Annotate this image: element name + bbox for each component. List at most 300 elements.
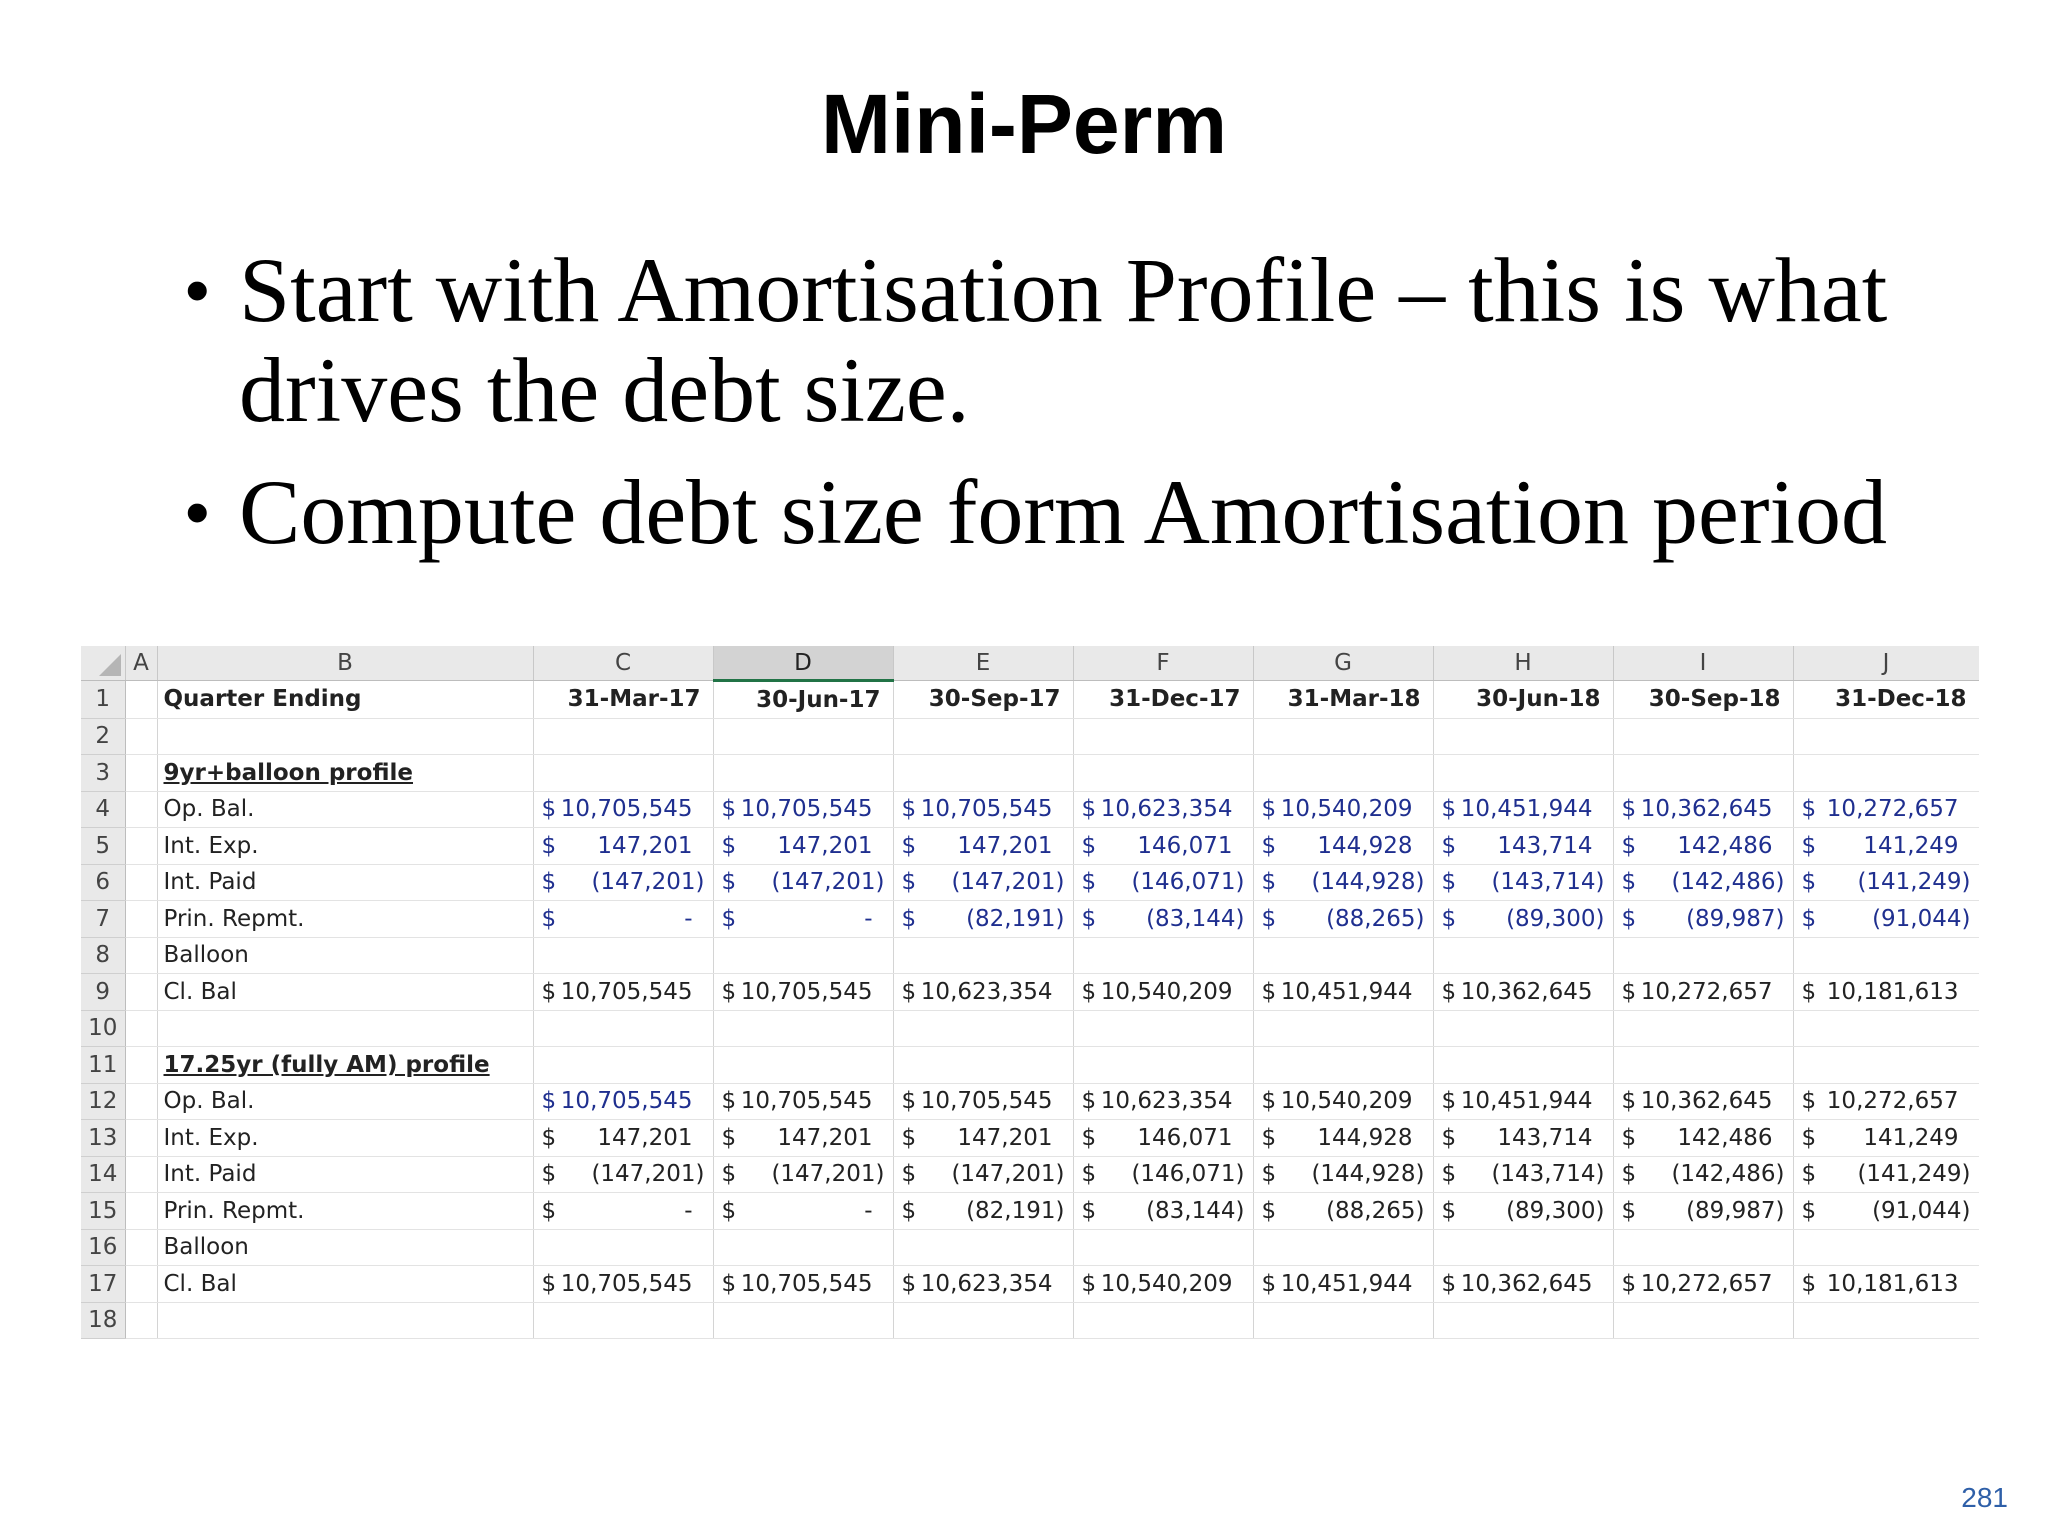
cell-value: 10,451,944	[1460, 1088, 1593, 1115]
currency-symbol: $	[721, 905, 737, 932]
value-cell[interactable]	[893, 791, 1073, 828]
value-cell[interactable]	[1433, 1193, 1613, 1230]
row-number[interactable]: 14	[81, 1156, 125, 1193]
cell-empty[interactable]	[157, 1010, 533, 1047]
value-cell[interactable]	[1253, 828, 1433, 865]
cell-empty[interactable]	[1433, 937, 1613, 974]
cell-a[interactable]	[125, 718, 157, 755]
cell-empty[interactable]	[1433, 1302, 1613, 1339]
row-label[interactable]: Cl. Bal	[157, 1266, 533, 1303]
currency-symbol: $	[1261, 1161, 1277, 1188]
cell-empty[interactable]	[533, 1047, 713, 1084]
row-number[interactable]: 2	[81, 718, 125, 755]
currency-symbol: $	[721, 796, 737, 823]
value-cell[interactable]	[893, 1266, 1073, 1303]
value-cell[interactable]	[533, 974, 713, 1011]
row-number[interactable]: 1	[81, 681, 125, 719]
currency-symbol: $	[1081, 1161, 1097, 1188]
value-cell[interactable]	[1073, 1266, 1253, 1303]
cell-empty[interactable]	[1793, 1010, 1979, 1047]
value-cell[interactable]	[713, 828, 893, 865]
cell-a[interactable]	[125, 1083, 157, 1120]
cell-empty[interactable]	[1253, 718, 1433, 755]
cell-empty[interactable]	[1073, 937, 1253, 974]
currency-symbol: $	[721, 1161, 737, 1188]
sheet-row	[81, 937, 1979, 974]
cell-empty[interactable]	[1253, 755, 1433, 792]
cell-empty[interactable]	[893, 1047, 1073, 1084]
value-cell[interactable]	[533, 1156, 713, 1193]
cell-value: 10,451,944	[1280, 1270, 1413, 1297]
cell-a[interactable]	[125, 1156, 157, 1193]
cell-empty[interactable]	[1613, 937, 1793, 974]
row-number[interactable]: 10	[81, 1010, 125, 1047]
value-cell[interactable]	[1433, 828, 1613, 865]
value-cell[interactable]	[1433, 1156, 1613, 1193]
quarter-date[interactable]: 31-Dec-17	[1073, 681, 1253, 719]
cell-empty[interactable]	[1793, 755, 1979, 792]
value-cell[interactable]	[713, 864, 893, 901]
cell-empty[interactable]	[1613, 1302, 1793, 1339]
value-cell[interactable]	[533, 1083, 713, 1120]
row-number[interactable]: 17	[81, 1266, 125, 1303]
value-cell[interactable]	[533, 864, 713, 901]
column-header-row	[81, 646, 1979, 681]
cell-a[interactable]	[125, 974, 157, 1011]
cell-empty[interactable]	[533, 1010, 713, 1047]
cell-value: 10,181,613	[1826, 978, 1959, 1005]
row-label[interactable]: Op. Bal.	[157, 791, 533, 828]
row-label[interactable]: Cl. Bal	[157, 974, 533, 1011]
cell-empty[interactable]	[157, 1302, 533, 1339]
cell-empty[interactable]	[1433, 755, 1613, 792]
value-cell[interactable]	[1613, 901, 1793, 938]
cell-empty[interactable]	[1793, 1302, 1979, 1339]
value-cell[interactable]	[713, 901, 893, 938]
select-all-corner[interactable]	[81, 646, 125, 681]
sheet-row	[81, 1120, 1979, 1157]
cell-empty[interactable]	[1613, 1010, 1793, 1047]
cell-empty[interactable]	[893, 937, 1073, 974]
cell-empty[interactable]	[533, 1302, 713, 1339]
value-cell[interactable]	[1253, 1083, 1433, 1120]
value-cell[interactable]	[533, 1266, 713, 1303]
cell-value: 10,540,209	[1100, 1270, 1233, 1297]
column-header-b[interactable]: B	[157, 646, 533, 681]
cell-empty[interactable]	[1433, 1047, 1613, 1084]
column-header-e[interactable]: E	[893, 646, 1073, 681]
currency-symbol: $	[1621, 796, 1637, 823]
cell-value: (141,249)	[1857, 1161, 1971, 1188]
row-number[interactable]: 11	[81, 1047, 125, 1084]
bullet-dot-icon: •	[185, 251, 210, 329]
slide-title: Mini-Perm	[820, 77, 1228, 171]
cell-a[interactable]	[125, 1302, 157, 1339]
currency-symbol: $	[1261, 1124, 1277, 1151]
sheet-row	[81, 1047, 1979, 1084]
sheet-row	[81, 1156, 1979, 1193]
value-cell[interactable]	[893, 1083, 1073, 1120]
cell-empty[interactable]	[533, 755, 713, 792]
cell-value: 10,705,545	[560, 796, 693, 823]
row-label[interactable]: Int. Paid	[157, 1156, 533, 1193]
sheet-row	[81, 755, 1979, 792]
currency-symbol: $	[901, 869, 917, 896]
cell-value: (82,191)	[966, 1197, 1065, 1224]
cell-value: 10,181,613	[1826, 1270, 1959, 1297]
currency-symbol: $	[1081, 869, 1097, 896]
cell-empty[interactable]	[1793, 718, 1979, 755]
row-number[interactable]: 5	[81, 828, 125, 865]
value-cell[interactable]	[1253, 1193, 1433, 1230]
quarter-date[interactable]: 30-Jun-18	[1433, 681, 1613, 719]
row-label[interactable]: Int. Exp.	[157, 828, 533, 865]
value-cell[interactable]	[1073, 1120, 1253, 1157]
currency-symbol: $	[541, 1270, 557, 1297]
value-cell[interactable]	[713, 1120, 893, 1157]
value-cell[interactable]	[1253, 901, 1433, 938]
cell-value: 10,362,645	[1460, 978, 1593, 1005]
cell-empty[interactable]	[893, 1302, 1073, 1339]
profile-heading[interactable]: 9yr+balloon profile	[157, 755, 533, 792]
cell-a[interactable]	[125, 1010, 157, 1047]
spreadsheet-grid	[81, 646, 1979, 1339]
value-cell[interactable]	[1073, 828, 1253, 865]
currency-symbol: $	[901, 1161, 917, 1188]
spreadsheet	[81, 646, 1979, 1346]
column-header-i[interactable]: I	[1613, 646, 1793, 681]
currency-symbol: $	[1261, 796, 1277, 823]
cell-a[interactable]	[125, 828, 157, 865]
value-cell[interactable]	[1793, 791, 1979, 828]
value-cell[interactable]	[1793, 901, 1979, 938]
value-cell[interactable]	[1793, 1156, 1979, 1193]
value-cell[interactable]	[1433, 791, 1613, 828]
cell-a[interactable]	[125, 1193, 157, 1230]
value-cell[interactable]	[1793, 1266, 1979, 1303]
cell-empty[interactable]	[1253, 937, 1433, 974]
value-cell[interactable]	[1253, 974, 1433, 1011]
currency-symbol: $	[1801, 796, 1817, 823]
value-cell[interactable]	[1613, 1193, 1793, 1230]
bullet-dot-icon: •	[185, 473, 210, 551]
value-cell[interactable]	[1793, 1083, 1979, 1120]
cell-empty[interactable]	[1613, 755, 1793, 792]
value-cell[interactable]	[1253, 864, 1433, 901]
cell-empty[interactable]	[1793, 937, 1979, 974]
currency-symbol: $	[1801, 978, 1817, 1005]
cell-empty[interactable]	[1613, 1229, 1793, 1266]
value-cell[interactable]	[1793, 864, 1979, 901]
cell-a[interactable]	[125, 864, 157, 901]
value-cell[interactable]	[893, 864, 1073, 901]
cell-empty[interactable]	[893, 1229, 1073, 1266]
currency-symbol: $	[901, 1124, 917, 1151]
cell-empty[interactable]	[713, 718, 893, 755]
value-cell[interactable]	[893, 901, 1073, 938]
currency-symbol: $	[1441, 1270, 1457, 1297]
column-header-g[interactable]: G	[1253, 646, 1433, 681]
value-cell[interactable]	[1073, 864, 1253, 901]
cell-empty[interactable]	[713, 1229, 893, 1266]
currency-symbol: $	[1621, 1088, 1637, 1115]
row-label[interactable]: Int. Exp.	[157, 1120, 533, 1157]
profile-heading[interactable]: 17.25yr (fully AM) profile	[157, 1047, 533, 1084]
cell-empty[interactable]	[1433, 718, 1613, 755]
value-cell[interactable]	[533, 901, 713, 938]
currency-symbol: $	[1081, 905, 1097, 932]
cell-empty[interactable]	[713, 1302, 893, 1339]
cell-empty[interactable]	[1433, 1010, 1613, 1047]
cell-empty[interactable]	[1793, 1047, 1979, 1084]
cell-a[interactable]	[125, 1229, 157, 1266]
cell-empty[interactable]	[713, 755, 893, 792]
cell-empty[interactable]	[533, 718, 713, 755]
currency-symbol: $	[541, 832, 557, 859]
value-cell[interactable]	[533, 828, 713, 865]
cell-empty[interactable]	[713, 937, 893, 974]
row-number[interactable]: 7	[81, 901, 125, 938]
sheet-row	[81, 1302, 1979, 1339]
cell-value: 10,705,545	[740, 796, 873, 823]
column-header-a[interactable]: A	[125, 646, 157, 681]
row-label[interactable]: Balloon	[157, 1229, 533, 1266]
cell-empty[interactable]	[533, 1229, 713, 1266]
currency-symbol: $	[1441, 796, 1457, 823]
currency-symbol: $	[1261, 869, 1277, 896]
cell-empty[interactable]	[1793, 1229, 1979, 1266]
currency-symbol: $	[901, 832, 917, 859]
currency-symbol: $	[541, 1124, 557, 1151]
sheet-row	[81, 718, 1979, 755]
quarter-date[interactable]: 30-Sep-18	[1613, 681, 1793, 719]
cell-value: (141,249)	[1857, 869, 1971, 896]
cell-value: (143,714)	[1491, 869, 1605, 896]
quarter-date[interactable]: 31-Dec-18	[1793, 681, 1979, 719]
cell-a[interactable]	[125, 937, 157, 974]
value-cell[interactable]	[713, 1193, 893, 1230]
cell-empty[interactable]	[713, 1047, 893, 1084]
cell-value: 10,451,944	[1460, 796, 1593, 823]
quarter-ending-label[interactable]: Quarter Ending	[157, 681, 533, 719]
currency-symbol: $	[541, 1161, 557, 1188]
cell-value: (147,201)	[951, 1161, 1065, 1188]
cell-value: (89,987)	[1686, 905, 1785, 932]
value-cell[interactable]	[713, 1156, 893, 1193]
currency-symbol: $	[1801, 1197, 1817, 1224]
value-cell[interactable]	[1073, 1083, 1253, 1120]
cell-value: (144,928)	[1311, 869, 1425, 896]
cell-empty[interactable]	[1073, 755, 1253, 792]
quarter-date[interactable]: 31-Mar-18	[1253, 681, 1433, 719]
currency-symbol: $	[1801, 832, 1817, 859]
value-cell[interactable]	[1613, 1120, 1793, 1157]
row-label[interactable]: Balloon	[157, 937, 533, 974]
value-cell[interactable]	[893, 1193, 1073, 1230]
cell-empty[interactable]	[1613, 1047, 1793, 1084]
column-header-f[interactable]: F	[1073, 646, 1253, 681]
cell-empty[interactable]	[1253, 1047, 1433, 1084]
currency-symbol: $	[1801, 869, 1817, 896]
value-cell[interactable]	[893, 1156, 1073, 1193]
cell-value: (83,144)	[1146, 1197, 1245, 1224]
cell-empty[interactable]	[713, 1010, 893, 1047]
value-cell[interactable]	[713, 974, 893, 1011]
cell-empty[interactable]	[1253, 1010, 1433, 1047]
value-cell[interactable]	[893, 974, 1073, 1011]
cell-a[interactable]	[125, 901, 157, 938]
row-label[interactable]: Int. Paid	[157, 864, 533, 901]
cell-empty[interactable]	[1073, 1047, 1253, 1084]
row-number[interactable]: 13	[81, 1120, 125, 1157]
cell-a[interactable]	[125, 1266, 157, 1303]
cell-empty[interactable]	[1433, 1229, 1613, 1266]
cell-value: 10,272,657	[1826, 1088, 1959, 1115]
cell-value: 10,272,657	[1640, 978, 1773, 1005]
cell-a[interactable]	[125, 755, 157, 792]
column-header-d[interactable]: D	[713, 646, 893, 681]
value-cell[interactable]	[1793, 1193, 1979, 1230]
cell-value: 147,201	[957, 1124, 1053, 1151]
currency-symbol: $	[721, 869, 737, 896]
value-cell[interactable]	[1613, 791, 1793, 828]
value-cell[interactable]	[1073, 1156, 1253, 1193]
row-label[interactable]: Op. Bal.	[157, 1083, 533, 1120]
currency-symbol: $	[1441, 1161, 1457, 1188]
value-cell[interactable]	[533, 1193, 713, 1230]
row-number[interactable]: 8	[81, 937, 125, 974]
cell-empty[interactable]	[893, 1010, 1073, 1047]
row-label[interactable]: Prin. Repmt.	[157, 901, 533, 938]
value-cell[interactable]	[1433, 1266, 1613, 1303]
value-cell[interactable]	[1793, 828, 1979, 865]
cell-value: 10,705,545	[920, 1088, 1053, 1115]
value-cell[interactable]	[1613, 974, 1793, 1011]
value-cell[interactable]	[1433, 1120, 1613, 1157]
cell-value: 10,362,645	[1640, 796, 1773, 823]
value-cell[interactable]	[1073, 901, 1253, 938]
row-label[interactable]: Prin. Repmt.	[157, 1193, 533, 1230]
row-number[interactable]: 6	[81, 864, 125, 901]
cell-value: 10,623,354	[1100, 796, 1233, 823]
value-cell[interactable]	[1073, 974, 1253, 1011]
currency-symbol: $	[1801, 1124, 1817, 1151]
cell-empty[interactable]	[1073, 1010, 1253, 1047]
value-cell[interactable]	[1613, 1156, 1793, 1193]
cell-value: (146,071)	[1131, 869, 1245, 896]
currency-symbol: $	[721, 978, 737, 1005]
column-header-h[interactable]: H	[1433, 646, 1613, 681]
value-cell[interactable]	[893, 828, 1073, 865]
value-cell[interactable]	[713, 1266, 893, 1303]
cell-empty[interactable]	[1073, 1302, 1253, 1339]
value-cell[interactable]	[713, 791, 893, 828]
cell-empty[interactable]	[893, 755, 1073, 792]
value-cell[interactable]	[1613, 864, 1793, 901]
value-cell[interactable]	[1613, 828, 1793, 865]
quarter-date[interactable]: 31-Mar-17	[533, 681, 713, 719]
quarter-date[interactable]: 30-Jun-17	[713, 681, 893, 719]
value-cell[interactable]	[1613, 1266, 1793, 1303]
quarter-date[interactable]: 30-Sep-17	[893, 681, 1073, 719]
row-number[interactable]: 15	[81, 1193, 125, 1230]
currency-symbol: $	[1081, 1197, 1097, 1224]
column-header-c[interactable]: C	[533, 646, 713, 681]
value-cell[interactable]	[713, 1083, 893, 1120]
cell-empty[interactable]	[157, 718, 533, 755]
row-number[interactable]: 3	[81, 755, 125, 792]
cell-a[interactable]	[125, 1120, 157, 1157]
value-cell[interactable]	[1073, 791, 1253, 828]
cell-empty[interactable]	[893, 718, 1073, 755]
row-number[interactable]: 9	[81, 974, 125, 1011]
cell-value: 144,928	[1317, 832, 1413, 859]
value-cell[interactable]	[1433, 1083, 1613, 1120]
cell-value: 10,272,657	[1640, 1270, 1773, 1297]
sheet-row	[81, 828, 1979, 865]
currency-symbol: $	[1621, 1124, 1637, 1151]
value-cell[interactable]	[1793, 1120, 1979, 1157]
column-header-j[interactable]: J	[1793, 646, 1979, 681]
value-cell[interactable]	[893, 1120, 1073, 1157]
value-cell[interactable]	[1613, 1083, 1793, 1120]
cell-a[interactable]	[125, 1047, 157, 1084]
value-cell[interactable]	[1433, 901, 1613, 938]
row-number[interactable]: 12	[81, 1083, 125, 1120]
cell-empty[interactable]	[1253, 1229, 1433, 1266]
value-cell[interactable]	[1253, 1266, 1433, 1303]
bullet-item	[185, 240, 1945, 440]
cell-empty[interactable]	[1253, 1302, 1433, 1339]
value-cell[interactable]	[1253, 1120, 1433, 1157]
cell-value: (88,265)	[1326, 1197, 1425, 1224]
value-cell[interactable]	[1793, 974, 1979, 1011]
value-cell[interactable]	[1253, 1156, 1433, 1193]
cell-empty[interactable]	[533, 937, 713, 974]
value-cell[interactable]	[533, 791, 713, 828]
value-cell[interactable]	[1433, 864, 1613, 901]
sheet-row	[81, 1229, 1979, 1266]
cell-value: 147,201	[777, 832, 873, 859]
cell-empty[interactable]	[1613, 718, 1793, 755]
cell-a[interactable]	[125, 681, 157, 719]
sheet-row	[81, 974, 1979, 1011]
cell-value: 10,705,545	[740, 1088, 873, 1115]
row-number[interactable]: 18	[81, 1302, 125, 1339]
currency-symbol: $	[1441, 832, 1457, 859]
cell-value: (147,201)	[771, 869, 885, 896]
row-number[interactable]: 4	[81, 791, 125, 828]
value-cell[interactable]	[1253, 791, 1433, 828]
cell-empty[interactable]	[1073, 1229, 1253, 1266]
select-all-triangle-icon	[99, 654, 121, 676]
value-cell[interactable]	[1433, 974, 1613, 1011]
cell-value: 147,201	[957, 832, 1053, 859]
cell-value: (82,191)	[966, 905, 1065, 932]
value-cell[interactable]	[533, 1120, 713, 1157]
currency-symbol: $	[901, 1088, 917, 1115]
cell-a[interactable]	[125, 791, 157, 828]
cell-value: (142,486)	[1671, 869, 1785, 896]
row-number[interactable]: 16	[81, 1229, 125, 1266]
currency-symbol: $	[901, 1197, 917, 1224]
cell-value: (89,987)	[1686, 1197, 1785, 1224]
cell-empty[interactable]	[1073, 718, 1253, 755]
cell-value: -	[864, 905, 873, 932]
currency-symbol: $	[1441, 905, 1457, 932]
value-cell[interactable]	[1073, 1193, 1253, 1230]
cell-value: 10,540,209	[1100, 978, 1233, 1005]
